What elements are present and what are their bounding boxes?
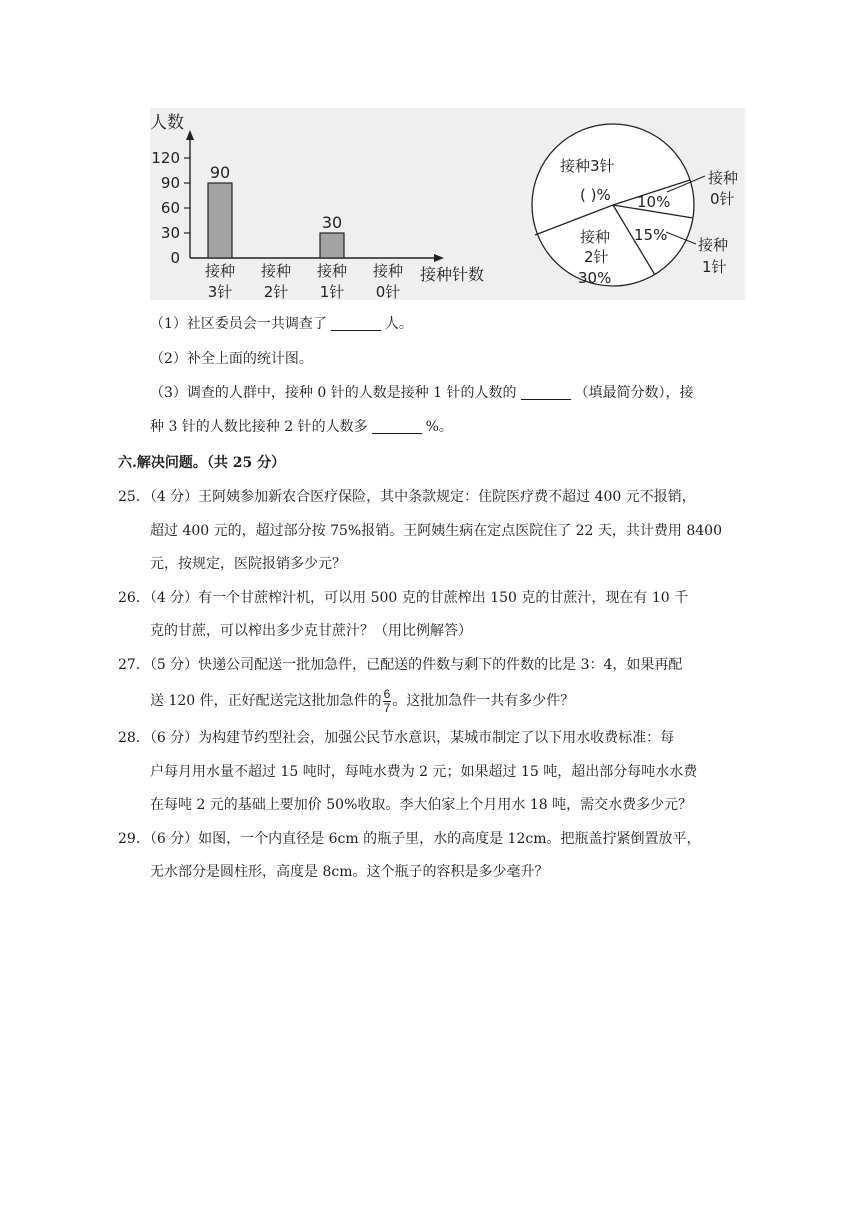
- problem-29-line1: 29．（6 分）如图，一个内直径是 6cm 的瓶子里，水的高度是 12cm。把瓶盖拧紧倒置放平，: [118, 831, 701, 847]
- slice-label-3-needles: 接种3针: [560, 157, 615, 175]
- statistics-figure: [150, 108, 745, 300]
- bar-chart: [150, 113, 484, 300]
- y-ticks: [151, 149, 190, 267]
- answer-blank-total[interactable]: [331, 316, 381, 331]
- slice-label-2-needles-line3: 30%: [578, 269, 612, 287]
- fraction-denominator: 7: [383, 700, 391, 715]
- y-tick-label-90: 90: [160, 174, 180, 192]
- category-label-1-line1: 接种: [260, 262, 292, 280]
- problem-25-line2: 超过 400 元的，超过部分按 75%报销。王阿姨生病在定点医院住了 22 天，共计费用 8400: [150, 523, 722, 539]
- x-axis-label: 接种针数: [420, 265, 485, 284]
- problem-27-line2-tail: 。这批加急件一共有多少件？: [392, 693, 575, 709]
- category-label-3-line2: 0针: [375, 283, 401, 300]
- problem-27-line2-text: 送 120 件，正好配送完这批加急件的: [150, 693, 382, 709]
- problem-28-line1: 28．（6 分）为构建节约型社会，加强公民节水意识，某城市制定了以下用水收费标准：每: [118, 730, 675, 746]
- y-tick-label-60: 60: [160, 199, 180, 217]
- y-axis-label: 人数: [150, 113, 184, 133]
- category-label-2-line1: 接种: [316, 262, 348, 280]
- fraction-six-sevenths: [383, 688, 392, 715]
- category-label-3-line1: 接种: [372, 262, 404, 280]
- category-label-0-line1: 接种: [204, 262, 236, 280]
- slice-label-1-needle-line1: 接种: [698, 236, 729, 254]
- sub-question-3-tail: （填最简分数），接: [574, 385, 694, 401]
- sub-question-1-tail: 人。: [384, 316, 413, 332]
- y-tick-label-30: 30: [160, 224, 180, 242]
- slice-value-1-needle: 15%: [634, 226, 668, 244]
- y-tick-label-120: 120: [151, 149, 180, 167]
- slice-label-0-needles-line2: 0针: [710, 190, 735, 208]
- fraction-numerator: 6: [383, 686, 391, 701]
- slice-value-0-needles: 10%: [637, 193, 671, 211]
- sub-question-3-line2-tail: %。: [425, 419, 453, 435]
- sub-question-3-text: （3）调查的人群中，接种 0 针的人数是接种 1 针的人数的: [150, 385, 517, 401]
- problem-26-line2: 克的甘蔗，可以榨出多少克甘蔗汁？（用比例解答）: [150, 623, 472, 639]
- bar-0: [208, 183, 232, 258]
- category-labels: [205, 262, 403, 300]
- chart-canvas: [150, 108, 745, 300]
- sub-question-3-line2: [150, 417, 453, 437]
- problem-27-line2: [150, 686, 574, 716]
- category-label-0-line2: 3针: [207, 283, 233, 300]
- slice-label-1-needle-line2: 1针: [702, 258, 727, 276]
- problem-28-line3: 在每吨 2 元的基础上要加价 50%收取。李大伯家上个月用水 18 吨，需交水费多少元？: [150, 797, 693, 813]
- sub-question-2: （2）补全上面的统计图。: [150, 351, 313, 367]
- problem-29-line2: 无水部分是圆柱形，高度是 8cm。这个瓶子的容积是多少毫升？: [150, 864, 549, 880]
- bar-data-label-2: 30: [321, 213, 343, 232]
- problem-27-line1: 27．（5 分）快递公司配送一批加急件，已配送的件数与剩下的件数的比是 3：4，如果再配: [118, 657, 683, 673]
- category-label-2-line2: 1针: [319, 283, 345, 300]
- bars: [208, 163, 344, 258]
- sub-question-1: [150, 314, 413, 334]
- bar-data-label-0: 90: [209, 163, 231, 182]
- pie-chart: [532, 124, 738, 287]
- bar-2: [320, 233, 344, 258]
- problem-26-line1: 26．（4 分）有一个甘蔗榨汁机，可以用 500 克的甘蔗榨出 150 克的甘蔗汁，现在有 10 千: [118, 590, 689, 606]
- problem-28-line2: 户每月用水量不超过 15 吨时，每吨水费为 2 元；如果超过 15 吨，超出部分每吨水水费: [150, 764, 698, 780]
- answer-blank-percent[interactable]: [372, 419, 422, 434]
- sub-question-3-line2-text: 种 3 针的人数比接种 2 针的人数多: [150, 419, 368, 435]
- slice-value-3-needles: ( )%: [580, 186, 611, 204]
- slice-label-0-needles-line1: 接种: [708, 169, 739, 187]
- sub-question-1-text: （1）社区委员会一共调查了: [150, 316, 327, 332]
- y-axis-arrow: [186, 130, 194, 140]
- slice-label-2-needles-line1: 接种: [580, 228, 611, 246]
- problem-25-line3: 元，按规定，医院报销多少元？: [150, 556, 346, 572]
- y-tick-label-0: 0: [170, 249, 180, 267]
- sub-question-3-line1: [150, 383, 694, 403]
- section-title: 六.解决问题。（共 25 分）: [118, 455, 286, 471]
- problem-25-line1: 25．（4 分）王阿姨参加新农合医疗保险，其中条款规定：住院医疗费不超过 400 元不报销，: [118, 489, 696, 505]
- category-label-1-line2: 2针: [263, 283, 289, 300]
- answer-blank-fraction[interactable]: [521, 385, 571, 400]
- x-axis-arrow: [434, 254, 444, 262]
- slice-label-2-needles-line2: 2针: [584, 248, 609, 266]
